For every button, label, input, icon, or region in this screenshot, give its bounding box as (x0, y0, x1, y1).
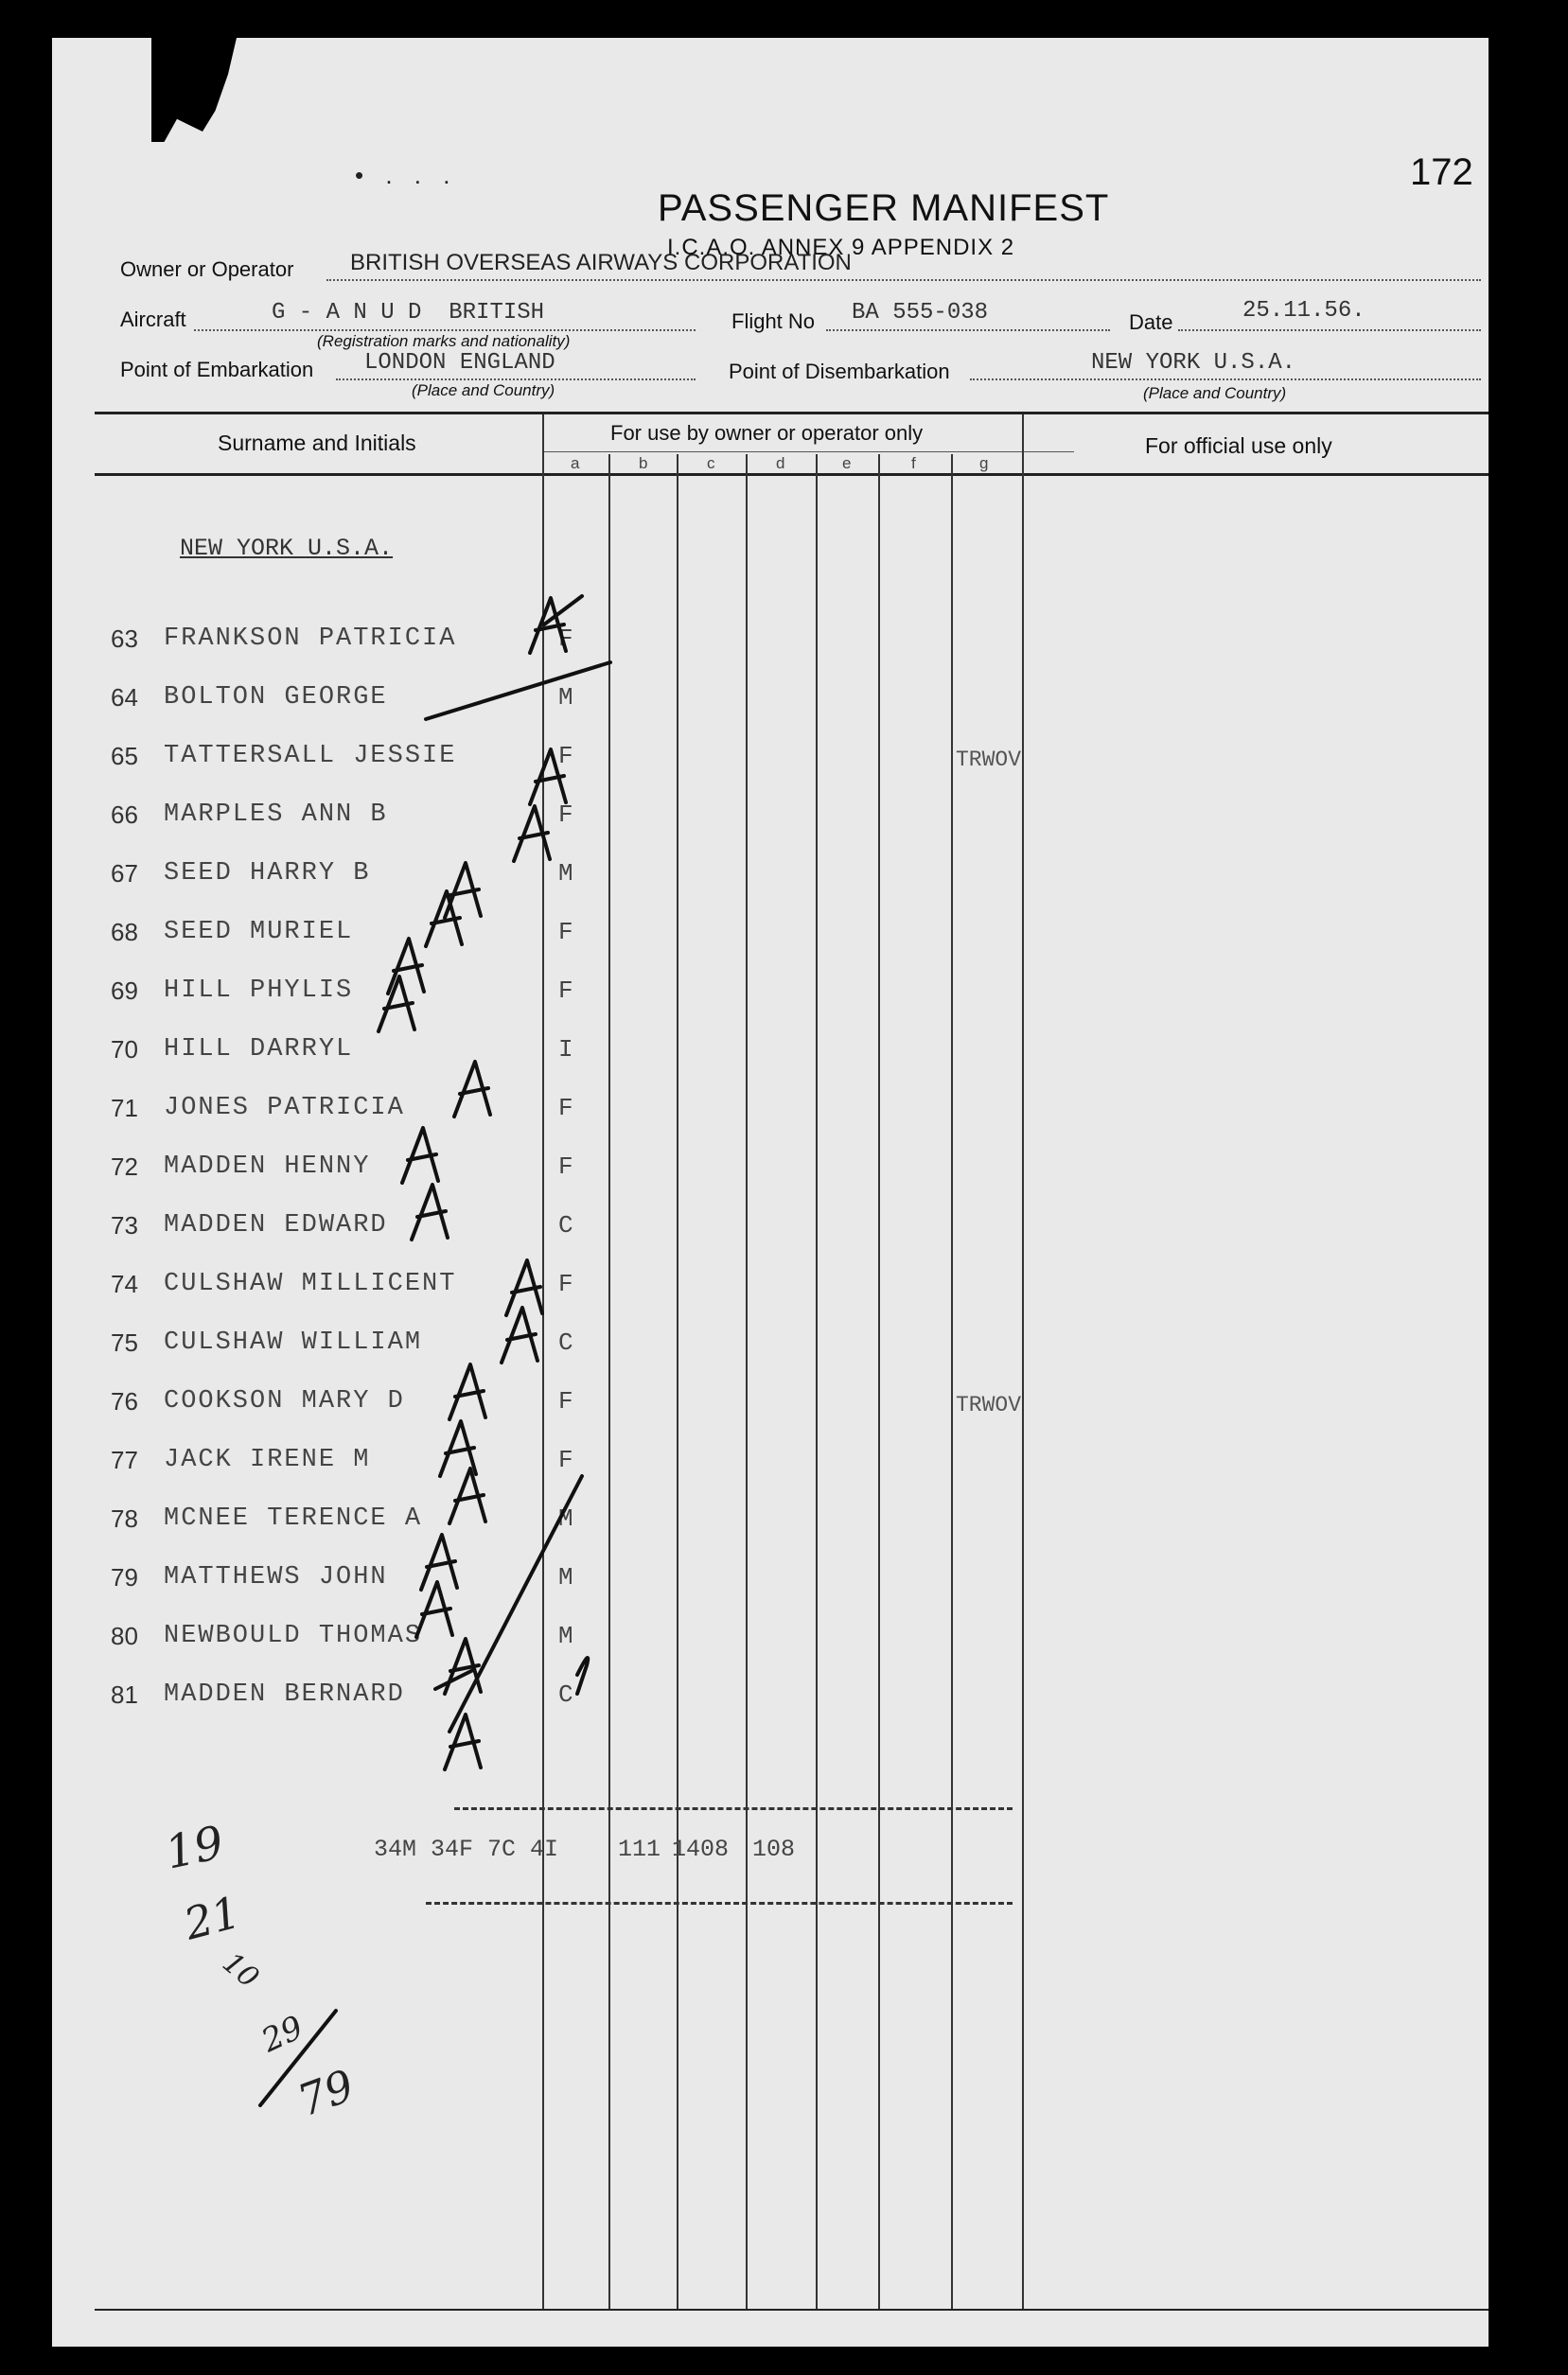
subcol-c: c (707, 454, 715, 472)
handwritten-number-2: 21 (179, 1886, 246, 1950)
row-number: 73 (111, 1211, 138, 1240)
page-number: 172 (1410, 151, 1473, 193)
row-number: 70 (111, 1035, 138, 1064)
row-number: 68 (111, 918, 138, 946)
passenger-name: FRANKSON PATRICIA (164, 625, 457, 653)
handwritten-marks (52, 38, 1489, 2347)
passenger-name: SEED MURIEL (164, 918, 354, 946)
aircraft-note: (Registration marks and nationality) (317, 332, 571, 350)
passenger-name: HILL PHYLIS (164, 976, 354, 1005)
subcol-b: b (639, 454, 648, 472)
passenger-name: MADDEN EDWARD (164, 1211, 388, 1240)
approval-a-mark (449, 1364, 485, 1419)
totals-d: 108 (752, 1836, 796, 1863)
date-value: 25.11.56. (1242, 298, 1365, 324)
strike-line-check (449, 1476, 582, 1732)
passenger-name: SEED HARRY B (164, 859, 371, 888)
handwritten-fraction-top: 29 (255, 2008, 309, 2061)
approval-a-mark (388, 939, 424, 994)
strike-line-64 (426, 662, 610, 719)
passenger-code: C (558, 1211, 573, 1240)
passenger-name: NEWBOULD THOMAS (164, 1622, 423, 1650)
passenger-code: F (558, 625, 573, 653)
handwritten-number-1: 19 (160, 1816, 229, 1880)
destination-heading: NEW YORK U.S.A. (180, 535, 394, 562)
passenger-name: JONES PATRICIA (164, 1094, 405, 1122)
col-official-header: For official use only (1145, 433, 1332, 458)
passenger-code: M (558, 859, 573, 888)
fraction-slash-mark (260, 2011, 336, 2105)
passenger-code: F (558, 800, 573, 829)
row-number: 69 (111, 976, 138, 1005)
passenger-code: M (558, 1622, 573, 1650)
row-number: 72 (111, 1152, 138, 1181)
row-number: 78 (111, 1504, 138, 1533)
approval-a-mark (506, 1260, 542, 1315)
approval-a-mark (402, 1128, 438, 1183)
embark-value: LONDON ENGLAND (364, 350, 555, 376)
subcol-f: f (911, 454, 916, 472)
aircraft-value: G - A N U D BRITISH (272, 300, 545, 325)
handwritten-fraction-bottom: 79 (291, 2059, 361, 2127)
row-number: 63 (111, 625, 138, 653)
row-number: 76 (111, 1387, 138, 1416)
totals-sex: 34M 34F 7C 4I (374, 1836, 559, 1863)
passenger-name: COOKSON MARY D (164, 1387, 405, 1416)
subcol-a: a (571, 454, 580, 472)
passenger-remark: TRWOV (956, 1393, 1022, 1417)
row-number: 77 (111, 1446, 138, 1474)
passenger-code: C (558, 1328, 573, 1357)
passenger-code: M (558, 1563, 573, 1592)
subcol-d: d (776, 454, 785, 472)
row-number: 67 (111, 859, 138, 888)
passenger-code: F (558, 1387, 573, 1416)
passenger-code: C (558, 1680, 573, 1709)
row-number: 81 (111, 1680, 138, 1709)
row-number: 74 (111, 1270, 138, 1298)
passenger-code: F (558, 1152, 573, 1181)
row-number: 71 (111, 1094, 138, 1122)
aircraft-label: Aircraft (120, 308, 186, 331)
row-number: 66 (111, 800, 138, 829)
passenger-code: F (558, 742, 573, 770)
passenger-code: M (558, 1504, 573, 1533)
totals-b: 111 (618, 1836, 661, 1863)
approval-a-mark (445, 1715, 481, 1769)
row-number: 80 (111, 1622, 138, 1650)
passenger-name: CULSHAW MILLICENT (164, 1270, 457, 1298)
approval-a-mark (514, 806, 550, 861)
disembark-value: NEW YORK U.S.A. (1091, 350, 1296, 376)
approval-a-mark (530, 598, 566, 653)
passenger-code: F (558, 918, 573, 946)
approval-a-mark (454, 1062, 490, 1117)
embark-label: Point of Embarkation (120, 358, 314, 381)
passenger-code: I (558, 1035, 573, 1064)
subcol-e: e (842, 454, 852, 472)
passenger-code: F (558, 976, 573, 1005)
passenger-name: TATTERSALL JESSIE (164, 742, 457, 770)
manifest-subtitle: I.C.A.O. ANNEX 9 APPENDIX 2 (667, 235, 1015, 260)
passenger-name: MATTHEWS JOHN (164, 1563, 388, 1592)
passenger-remark: TRWOV (956, 748, 1022, 772)
manifest-title: PASSENGER MANIFEST (658, 187, 1110, 229)
passenger-name: MADDEN BERNARD (164, 1680, 405, 1709)
row-number: 65 (111, 742, 138, 770)
passenger-name: JACK IRENE M (164, 1446, 371, 1474)
row-number: 64 (111, 683, 138, 712)
approval-a-mark (530, 749, 566, 804)
col-owner-header: For use by owner or operator only (610, 421, 924, 445)
subcol-g: g (979, 454, 989, 472)
torn-corner-dots: • . . . (355, 161, 458, 189)
passenger-name: CULSHAW WILLIAM (164, 1328, 423, 1357)
flight-label: Flight No (731, 309, 816, 333)
passenger-code: F (558, 1446, 573, 1474)
owner-value: BRITISH OVERSEAS AIRWAYS CORPORATION (350, 250, 852, 275)
passenger-name: BOLTON GEORGE (164, 683, 388, 712)
passenger-name: MCNEE TERENCE A (164, 1504, 423, 1533)
col-surname-header: Surname and Initials (218, 431, 416, 455)
passenger-code: F (558, 1094, 573, 1122)
row-number: 79 (111, 1563, 138, 1592)
totals-c: 1408 (672, 1836, 730, 1863)
embark-note: (Place and Country) (412, 381, 555, 399)
passenger-name: MARPLES ANN B (164, 800, 388, 829)
flight-value: BA 555-038 (852, 300, 989, 325)
approval-a-mark (421, 1535, 457, 1590)
passenger-code: M (558, 683, 573, 712)
approval-a-mark (412, 1185, 448, 1240)
tick-mark-80 (577, 1658, 588, 1694)
approval-a-mark (379, 976, 414, 1031)
disembark-note: (Place and Country) (1143, 384, 1287, 402)
owner-label: Owner or Operator (120, 257, 294, 281)
disembark-label: Point of Disembarkation (729, 360, 950, 383)
row-number: 75 (111, 1328, 138, 1357)
manifest-sheet (52, 38, 1489, 2347)
passenger-code: F (558, 1270, 573, 1298)
passenger-name: HILL DARRYL (164, 1035, 354, 1064)
handwritten-number-3: 10 (216, 1945, 265, 1996)
date-label: Date (1129, 310, 1173, 334)
approval-a-mark (449, 1469, 485, 1523)
passenger-name: MADDEN HENNY (164, 1152, 371, 1181)
